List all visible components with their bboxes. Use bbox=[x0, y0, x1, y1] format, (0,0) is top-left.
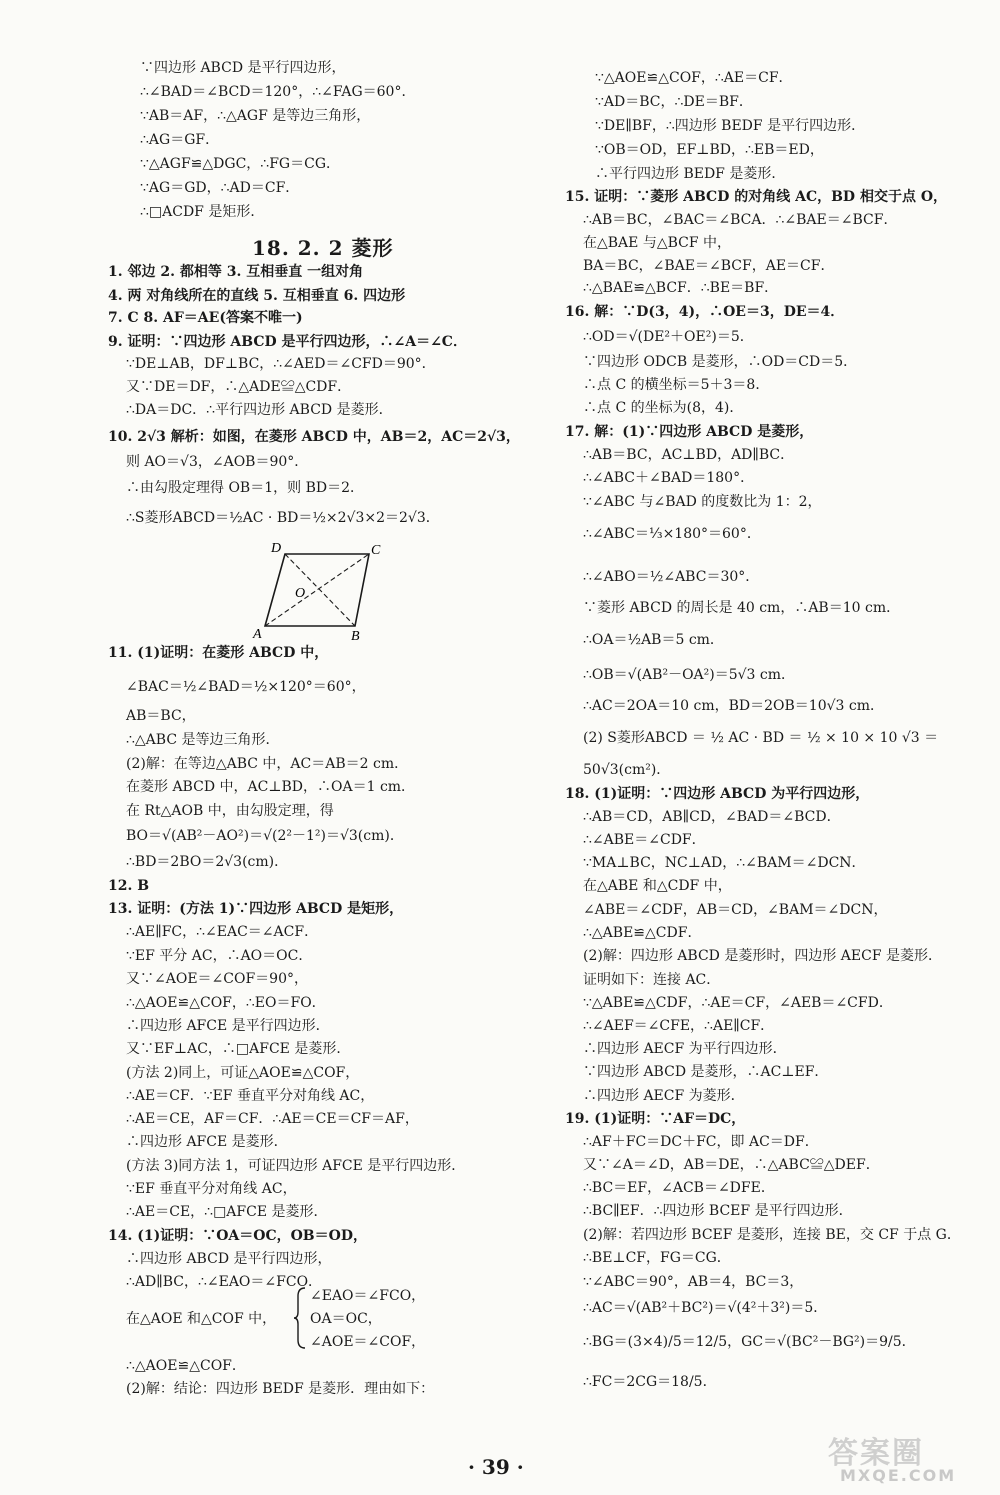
answer-line: 又∵DE＝DF，∴△ADE≌△CDF． bbox=[126, 379, 352, 395]
answer-line: ∴AE∥FC，∴∠EAC＝∠ACF． bbox=[126, 924, 319, 940]
answer-line: 12. B bbox=[108, 878, 150, 894]
answer-line: ∵AG＝GD，∴AD＝CF． bbox=[140, 180, 300, 196]
answer-line: ∴四边形 ABCD 是平行四边形， bbox=[126, 1251, 332, 1267]
answer-line: ∴AG＝GF． bbox=[140, 132, 220, 148]
answer-line: (2)解：四边形 ABCD 是菱形时，四边形 AECF 是菱形． bbox=[583, 948, 942, 964]
answer-line: ∴BG＝(3×4)/5＝12/5，GC＝√(BC²－BG²)＝9/5． bbox=[583, 1334, 916, 1350]
answer-line: 证明如下：连接 AC． bbox=[583, 972, 721, 988]
answer-line: ∵AB＝AF，∴△AGF 是等边三角形， bbox=[140, 108, 371, 124]
answer-line: (2)解：若四边形 BCEF 是菱形，连接 BE，交 CF 于点 G． bbox=[583, 1227, 961, 1243]
answer-line: ∵∠ABC＝90°，AB＝4，BC＝3， bbox=[583, 1274, 804, 1290]
answer-line: ∵菱形 ABCD 的周长是 40 cm，∴AB＝10 cm． bbox=[583, 600, 901, 616]
page-number: · 39 · bbox=[468, 1455, 524, 1479]
answer-line: BO＝√(AB²－AO²)＝√(2²－1²)＝√3(cm)． bbox=[126, 828, 404, 844]
answer-line: 4. 两 对角线所在的直线 5. 互相垂直 6. 四边形 bbox=[108, 288, 406, 304]
answer-line: (方法 3)同方法 1，可证四边形 AFCE 是平行四边形． bbox=[126, 1158, 466, 1174]
answer-line: ∴△AOE≌△COF，∴EO＝FO． bbox=[126, 995, 326, 1011]
watermark-logo bbox=[820, 1428, 990, 1488]
answer-line: ∴BC∥EF．∴四边形 BCEF 是平行四边形． bbox=[583, 1203, 853, 1219]
answer-line: 在菱形 ABCD 中，AC⊥BD，∴OA＝1 cm． bbox=[126, 779, 416, 795]
answer-line: ∵DE⊥AB，DF⊥BC，∴∠AED＝∠CFD＝90°． bbox=[126, 356, 436, 372]
answer-line: ∴S菱形ABCD＝½AC · BD＝½×2√3×2＝2√3． bbox=[126, 510, 440, 526]
answer-line: ∠AOE＝∠COF， bbox=[310, 1334, 426, 1350]
answer-line: ∴∠ABC＋∠BAD＝180°． bbox=[583, 470, 755, 486]
answer-line: ∴△BAE≌△BCF．∴BE＝BF． bbox=[583, 280, 779, 296]
system-brace bbox=[293, 1286, 307, 1350]
answer-line: 在△BAE 与△BCF 中， bbox=[583, 235, 732, 251]
answer-line: ∴AB＝BC，AC⊥BD，AD∥BC． bbox=[583, 447, 795, 463]
answer-line: ∴四边形 AECF 为平行四边形． bbox=[583, 1041, 787, 1057]
answer-line: 在△ABE 和△CDF 中， bbox=[583, 878, 732, 894]
answer-line: ∵△ABE≌△CDF，∴AE＝CF，∠AEB＝∠CFD． bbox=[583, 995, 893, 1011]
answer-line: ∵∠ABC 与∠BAD 的度数比为 1：2， bbox=[583, 494, 822, 510]
answer-line: ∴由勾股定理得 OB＝1，则 BD＝2． bbox=[126, 480, 364, 496]
answer-line: ∠ABE＝∠CDF，AB＝CD，∠BAM＝∠DCN， bbox=[583, 902, 888, 918]
answer-line: ∴FC＝2CG＝18/5． bbox=[583, 1374, 717, 1390]
answer-line: ∴AB＝CD，AB∥CD，∠BAD＝∠BCD． bbox=[583, 809, 841, 825]
section-title: 18. 2. 2 菱形 bbox=[252, 236, 394, 260]
answer-line: 在 Rt△AOB 中，由勾股定理，得 bbox=[126, 803, 334, 819]
answer-line: ∵MA⊥BC，NC⊥AD，∴∠BAM＝∠DCN． bbox=[583, 855, 866, 871]
answer-line: ∴BC＝EF，∠ACB＝∠DFE． bbox=[583, 1180, 775, 1196]
answer-line: ∴AD∥BC，∴∠EAO＝∠FCO． bbox=[126, 1274, 323, 1290]
answer-line: ∴DA＝DC．∴平行四边形 ABCD 是菱形． bbox=[126, 402, 393, 418]
answer-line: 16. 解：∵D(3，4)，∴OE＝3，DE＝4． bbox=[565, 304, 845, 320]
answer-line: 14. (1)证明：∵OA＝OC，OB＝OD， bbox=[108, 1228, 367, 1244]
answer-line: ∴∠AEF＝∠CFE，∴AE∥CF． bbox=[583, 1018, 775, 1034]
answer-line: (2) S菱形ABCD ＝ ½ AC · BD ＝ ½ × 10 × 10 √3 ＝ bbox=[583, 730, 939, 746]
answer-line: 11. (1)证明：在菱形 ABCD 中， bbox=[108, 645, 329, 661]
answer-line: ∴点 C 的坐标为(8，4)． bbox=[583, 400, 744, 416]
label-c: C bbox=[371, 543, 381, 558]
answer-line: 又∵EF⊥AC，∴□AFCE 是菱形． bbox=[126, 1041, 351, 1057]
answer-line: 在△AOE 和△COF 中， bbox=[126, 1311, 277, 1327]
answer-line: 15. 证明：∵菱形 ABCD 的对角线 AC，BD 相交于点 O， bbox=[565, 189, 948, 205]
answer-line: (方法 2)同上，可证△AOE≌△COF， bbox=[126, 1065, 360, 1081]
answer-line: AB＝BC， bbox=[126, 708, 196, 724]
answer-line: 10. 2√3 解析：如图，在菱形 ABCD 中，AB＝2，AC＝2√3， bbox=[108, 429, 520, 445]
answer-line: ∠EAO＝∠FCO， bbox=[310, 1288, 426, 1304]
answer-line: ∵△AOE≌△COF，∴AE＝CF． bbox=[595, 70, 793, 86]
answer-line: 13. 证明：(方法 1)∵四边形 ABCD 是矩形， bbox=[108, 901, 404, 917]
answer-line: ∴∠ABO＝½∠ABC＝30°． bbox=[583, 569, 760, 585]
answer-line: ∴四边形 AECF 为菱形． bbox=[583, 1088, 745, 1104]
answer-line: ∵四边形 ABCD 是平行四边形， bbox=[140, 60, 346, 76]
answer-line: ∴平行四边形 BEDF 是菱形． bbox=[595, 166, 786, 182]
answer-line: 19. (1)证明：∵AF＝DC， bbox=[565, 1111, 746, 1127]
answer-line: ∴□ACDF 是矩形． bbox=[140, 204, 265, 220]
answer-line: ∴∠ABC＝⅓×180°＝60°． bbox=[583, 526, 761, 542]
answer-line: 则 AO＝√3，∠AOB＝90°． bbox=[126, 454, 309, 470]
answer-line: ∵四边形 ODCB 是菱形，∴OD＝CD＝5． bbox=[583, 354, 858, 370]
answer-line: ∠BAC＝½∠BAD＝½×120°＝60°， bbox=[126, 679, 366, 695]
answer-line: ∵AD＝BC，∴DE＝BF． bbox=[595, 94, 753, 110]
answer-line: ∴OA＝½AB＝5 cm． bbox=[583, 632, 724, 648]
answer-line: ∵DE∥BF，∴四边形 BEDF 是平行四边形． bbox=[595, 118, 866, 134]
answer-line: ∴点 C 的横坐标＝5＋3＝8． bbox=[583, 377, 770, 393]
label-o: O bbox=[295, 586, 306, 601]
answer-line: 7. C 8. AF＝AE(答案不唯一) bbox=[108, 310, 303, 326]
answer-line: ∵△AGF≌△DGC，∴FG＝CG． bbox=[140, 156, 340, 172]
answer-line: ∴AB＝BC，∠BAC＝∠BCA．∴∠BAE＝∠BCF． bbox=[583, 212, 898, 228]
answer-line: 17. 解：(1)∵四边形 ABCD 是菱形， bbox=[565, 424, 814, 440]
answer-line: ∴AC＝2OA＝10 cm，BD＝2OB＝10√3 cm． bbox=[583, 698, 884, 714]
answer-line: OA＝OC， bbox=[310, 1311, 382, 1327]
answer-line: ∴OB＝√(AB²－OA²)＝5√3 cm． bbox=[583, 667, 796, 683]
label-a: A bbox=[253, 627, 262, 642]
answer-line: ∴BE⊥CF，FG＝CG． bbox=[583, 1250, 731, 1266]
answer-line: ∴△ABC 是等边三角形． bbox=[126, 732, 280, 748]
answer-line: ∴四边形 AFCE 是菱形． bbox=[126, 1134, 288, 1150]
answer-line: 50√3(cm²)． bbox=[583, 762, 671, 778]
answer-line: ∴∠ABE＝∠CDF． bbox=[583, 832, 706, 848]
answer-line: ∴OD＝√(DE²＋OE²)＝5． bbox=[583, 329, 754, 345]
answer-line: ∴∠BAD＝∠BCD＝120°，∴∠FAG＝60°． bbox=[140, 84, 416, 100]
answer-line: ∴AE＝CF．∵EF 垂直平分对角线 AC， bbox=[126, 1088, 375, 1104]
answer-line: ∴AE＝CE，∴□AFCE 是菱形． bbox=[126, 1204, 328, 1220]
answer-line: ∴AF＋FC＝DC＋FC，即 AC＝DF． bbox=[583, 1134, 819, 1150]
rhombus-figure bbox=[245, 540, 395, 645]
answer-line: 18. (1)证明：∵四边形 ABCD 为平行四边形， bbox=[565, 786, 870, 802]
answer-line: (2)解：结论：四边形 BEDF 是菱形．理由如下： bbox=[126, 1381, 435, 1397]
diagonal-ac bbox=[265, 554, 369, 626]
answer-line: ∴AC＝√(AB²＋BC²)＝√(4²＋3²)＝5． bbox=[583, 1300, 828, 1316]
label-d: D bbox=[271, 541, 282, 556]
answer-line: ∵四边形 ABCD 是菱形，∴AC⊥EF． bbox=[583, 1064, 829, 1080]
answer-line: ∴四边形 AFCE 是平行四边形． bbox=[126, 1018, 330, 1034]
answer-line: 又∵∠A＝∠D，AB＝DE，∴△ABC≌△DEF． bbox=[583, 1157, 880, 1173]
answer-line: ∴△AOE≌△COF． bbox=[126, 1358, 246, 1374]
label-b: B bbox=[351, 629, 360, 644]
answer-line: (2)解：在等边△ABC 中，AC＝AB＝2 cm． bbox=[126, 756, 409, 772]
answer-line: ∴AE＝CE，AF＝CF．∴AE＝CE＝CF＝AF， bbox=[126, 1111, 419, 1127]
answer-line: BA＝BC，∠BAE＝∠BCF，AE＝CF． bbox=[583, 258, 835, 274]
watermark-url: MXQE.COM bbox=[840, 1466, 957, 1485]
answer-line: ∴△ABE≌△CDF． bbox=[583, 925, 702, 941]
answer-line: ∵EF 平分 AC，∴AO＝OC． bbox=[126, 948, 313, 964]
answer-line: ∴BD＝2BO＝2√3(cm)． bbox=[126, 854, 289, 870]
watermark-text: 答案圈 bbox=[828, 1436, 924, 1471]
answer-line: 1. 邻边 2. 都相等 3. 互相垂直 一组对角 bbox=[108, 264, 364, 280]
answer-line: 9. 证明：∵四边形 ABCD 是平行四边形，∴∠A＝∠C． bbox=[108, 334, 467, 350]
answer-line: ∵OB＝OD，EF⊥BD，∴EB＝ED， bbox=[595, 142, 824, 158]
answer-line: ∵EF 垂直平分对角线 AC， bbox=[126, 1181, 297, 1197]
answer-line: 又∵∠AOE＝∠COF＝90°， bbox=[126, 971, 308, 987]
